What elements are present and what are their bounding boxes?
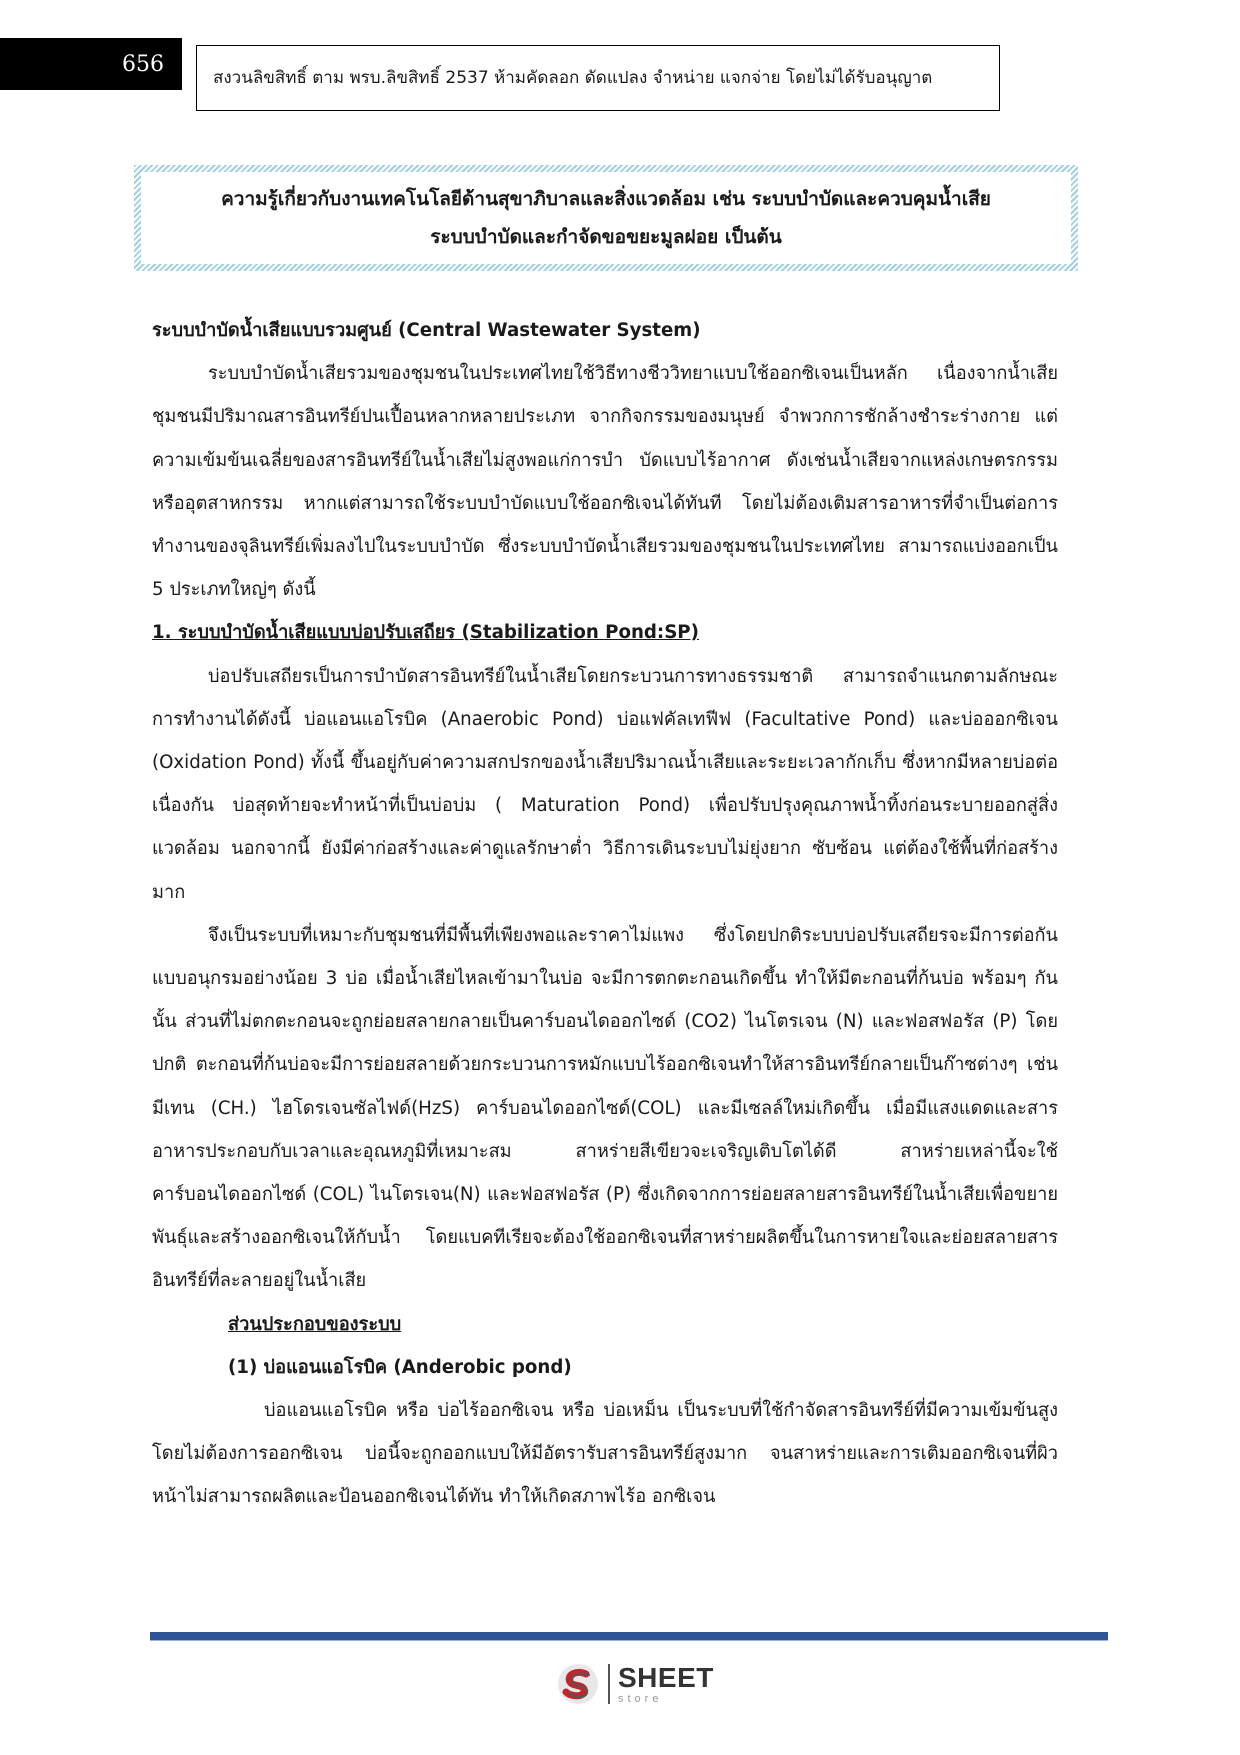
- logo-main-text: SHEET: [618, 1661, 714, 1693]
- components-heading: ส่วนประกอบของระบบ: [228, 1313, 402, 1335]
- paragraph-process: จึงเป็นระบบที่เหมาะกับชุมชนที่มีพื้นที่เพียงพอและราคาไม่แพง ซึ่งโดยปกติระบบบ่อปรับเสถียรจะมีการต่อกันแบบอนุกรมอย่างน้อย 3 บ่อ เมื่อน้ำเสียไหลเข้ามาในบ่อ จะมีการตกตะกอนเกิดขึ้น ทำให้มีตะกอนที่ก้นบ่อ พร้อมๆ กันนั้น ส่วนที่ไม่ตกตะกอนจะถูกย่อยสลายกลายเป็นคาร์บอนไดออกไซด์ (CO2) ไนโตรเจน (N) และฟอสฟอรัส (P) โดยปกติ ตะกอนที่ก้นบ่อจะมีการย่อยสลายด้วยกระบวนการหมักแบบไร้ออกซิเจนทำให้สารอินทรีย์กลายเป็นก๊าซต่างๆ เช่น มีเทน (CH.) ไฮโดรเจนซัลไฟด์(HzS) คาร์บอนไดออกไซด์(COL) และมีเซลล์ใหม่เกิดขึ้น เมื่อมีแสงแดดและสารอาหารประกอบกับเวลาและอุณหภูมิที่เหมาะสม สาหร่ายสีเขียวจะเจริญเติบโตได้ดี สาหร่ายเหล่านี้จะใช้คาร์บอนไดออกไซด์ (COL) ไนโตรเจน(N) และฟอสฟอรัส (P) ซึ่งเกิดจากการย่อยสลายสารอินทรีย์ในน้ำเสียเพื่อขยายพันธุ์และสร้างออกซิเจนให้กับน้ำ โดยแบคทีเรียจะต้องใช้ออกซิเจนที่สาหร่ายผลิตขึ้นในการหายใจและย่อยสลายสารอินทรีย์ที่ละลายอยู่ในน้ำเสีย: [152, 924, 1058, 1292]
- copyright-text: สงวนลิขสิทธิ์ ตาม พรบ.ลิขสิทธิ์ 2537 ห้ามคัดลอก ดัดแปลง จำหน่าย แจกจ่าย โดยไม่ได้รับอนุญาต: [213, 67, 933, 88]
- logo-divider: [608, 1664, 610, 1704]
- item-1-heading: (1) บ่อแอนแอโรบิค (Anderobic pond): [228, 1356, 572, 1378]
- sheet-s-icon: [556, 1662, 600, 1706]
- intro-paragraph: ระบบบำบัดน้ำเสียรวมของชุมชนในประเทศไทยใช้วิธีทางชีววิทยาแบบใช้ออกซิเจนเป็นหลัก เนื่องจากน้ำเสียชุมชนมีปริมาณสารอินทรีย์ปนเปื้อนหลากหลายประเภท จากกิจกรรมของมนุษย์ จำพวกการชักล้างชำระร่างกาย แต่ความเข้มข้นเฉลี่ยของสารอินทรีย์ในน้ำเสียไม่สูงพอแก่การบำ บัดแบบไร้อากาศ ดังเช่นน้ำเสียจากแหล่งเกษตรกรรมหรืออุตสาหกรรม หากแต่สามารถใช้ระบบบำบัดแบบใช้ออกซิเจนได้ทันที โดยไม่ต้องเติมสารอาหารที่จำเป็นต่อการทำงานของจุลินทรีย์เพิ่มลงไปในระบบบำบัด ซึ่งระบบบำบัดน้ำเสียรวมของชุมชนในประเทศไทย สามารถแบ่งออกเป็น 5 ประเภทใหญ่ๆ ดังนี้: [152, 363, 1058, 601]
- paragraph-stabilization: บ่อปรับเสถียรเป็นการบำบัดสารอินทรีย์ในน้ำเสียโดยกระบวนการทางธรรมชาติ สามารถจำแนกตามลักษณะการทำงานได้ดังนี้ บ่อแอนแอโรบิค (Anaerobic Pond) บ่อแฟคัลเทฟีฟ (Facultative Pond) และบ่อออกซิเจน (Oxidation Pond) ทั้งนี้ ขึ้นอยู่กับค่าความสกปรกของน้ำเสียปริมาณน้ำเสียและระยะเวลากักเก็บ ซึ่งหากมีหลายบ่อต่อเนื่องกัน บ่อสุดท้ายจะทำหน้าที่เป็นบ่อบ่ม ( Maturation Pond) เพื่อปรับปรุงคุณภาพน้ำทิ้งก่อนระบายออกสู่สิ่งแวดล้อม นอกจากนี้ ยังมีค่าก่อสร้างและค่าดูแลรักษาต่ำ วิธีการเดินระบบไม่ยุ่งยาก ซับซ้อน แต่ต้องใช้พื้นที่ก่อสร้างมาก: [152, 665, 1058, 903]
- topic-banner-inner: [141, 172, 1071, 264]
- topic-banner: [134, 165, 1078, 271]
- item-1-paragraph: บ่อแอนแอโรบิค หรือ บ่อไร้ออกซิเจน หรือ บ่อเหม็น เป็นระบบที่ใช้กำจัดสารอินทรีย์ที่มีความเข้มข้นสูงโดยไม่ต้องการออกซิเจน บ่อนี้จะถูกออกแบบให้มีอัตรารับสารอินทรีย์สูงมาก จนสาหร่ายและการเติมออกซิเจนที่ผิวหน้าไม่สามารถผลิตและป้อนออกซิเจนได้ทัน ทำให้เกิดสภาพไร้อ อกซิเจน: [152, 1400, 1058, 1508]
- logo-sub-text: store: [618, 1692, 663, 1705]
- copyright-notice: [196, 45, 1000, 111]
- logo-text: [618, 1661, 714, 1705]
- section-heading: ระบบบำบัดน้ำเสียแบบรวมศูนย์ (Central Wastewater System): [152, 320, 701, 341]
- topic-line-1: ความรู้เกี่ยวกับงานเทคโนโลยีด้านสุขาภิบาลและสิ่งแวดล้อม เช่น ระบบบำบัดและควบคุมน้ำเสีย: [221, 188, 991, 210]
- sheet-store-logo: [556, 1660, 736, 1708]
- subsection-heading: 1. ระบบบำบัดน้ำเสียแบบบ่อปรับเสถียร (Stabilization Pond:SP): [152, 622, 699, 644]
- page-number: 656: [0, 38, 182, 90]
- footer-rule: [150, 1632, 1108, 1641]
- document-body: [152, 309, 1058, 1519]
- topic-line-2: ระบบบำบัดและกำจัดขอขยะมูลฝอย เป็นต้น: [430, 226, 782, 248]
